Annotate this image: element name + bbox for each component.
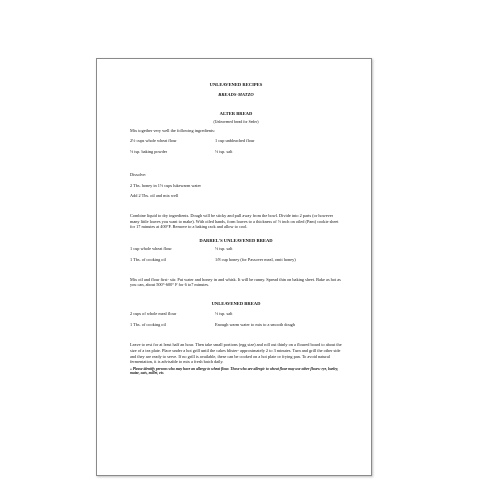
ingredient: Enough warm water to mix to a smooth dough: [215, 321, 295, 327]
dissolve-line: Add 2 Tbs. oil and mix well: [130, 193, 179, 199]
ingredient-row: [130, 138, 342, 144]
ingredient: ½ tsp. salt: [215, 311, 233, 317]
doc-subtitle: BREADS-MATZO: [218, 91, 254, 97]
dissolve-label: Dissolve:: [130, 172, 147, 178]
ingredient-row: [130, 257, 342, 263]
document-content: [130, 82, 342, 376]
ingredient: ½ tsp. salt: [215, 246, 233, 252]
ingredient: 1 Tbs. of cooking oil: [130, 321, 166, 327]
ingredient: ½ tsp. baking powder: [130, 148, 168, 154]
ingredient: 1/8 cup honey (for Passover meal, omit honey): [215, 256, 296, 262]
allergy-note: « Please identify persons who may have an allergy to wheat flour. Those who are allergic to wheat flour may use other flours: rye, barley, maize, oats, millet, etc.: [130, 366, 339, 376]
doc-title: UNLEAVENED RECIPES: [209, 82, 263, 87]
alter-heading: ALTER BREAD: [219, 111, 253, 117]
ingredient: 1 cup unbleached flour: [215, 137, 255, 143]
dissolve-line: 2 Tbs. honey in 1½ cups lukewarm water: [130, 182, 201, 188]
ingredient: 2½ cups whole wheat flour: [130, 137, 177, 143]
unleavened-directions: Leave to rest for at least half an hour. Then take small portions (egg size) and roll out thinly on a floured board to about the size of a tea plate. Place under a hot grill until the cakes blister- approximately 2 to 3 minutes. Turn and grill the other side and they are ready to serve. If no grill is available, these can be cooked on a hot plate or frying pan. To avoid natural fermentation, it is advisable to mix a fresh batch daily.: [130, 342, 342, 365]
alter-directions: Combine liquid to dry ingredients. Dough will be sticky and pull away from the bowl. Divide into 2 parts (or however many little loaves you want to make). With oiled hands, form loaves to a thickness of ½ inch on oiled (Pam) cookie sheet for 17 minutes at 400°F. Remove to a baking rack and allow to cool.: [130, 212, 339, 230]
alter-subheading: (Unleavened bread for Seder): [213, 119, 259, 124]
ingredient-row: [130, 311, 342, 317]
ingredient: 2 cups of whole meal flour: [130, 311, 177, 317]
ingredient: 1 Tbs. of cooking oil: [130, 256, 166, 262]
darrel-heading: DARREL'S UNLEAVENED BREAD: [199, 237, 273, 243]
alter-intro: Mix together very well the following ingredients:: [130, 128, 215, 134]
ingredient: ½ tsp. salt: [215, 148, 233, 154]
darrel-directions: Mix oil and flour first- stir. Put water and honey in and whisk. It will be runny. Spread thin on baking sheet. Bake as hot as you can, about 500°-600° F for 6 to7 minutes.: [130, 276, 341, 288]
unleavened-heading: UNLEAVENED BREAD: [211, 300, 261, 306]
ingredient-row: [130, 322, 342, 328]
ingredient: 1 cup whole wheat flour: [130, 246, 172, 252]
ingredient-row: [130, 246, 342, 252]
ingredient-row: [130, 149, 342, 155]
